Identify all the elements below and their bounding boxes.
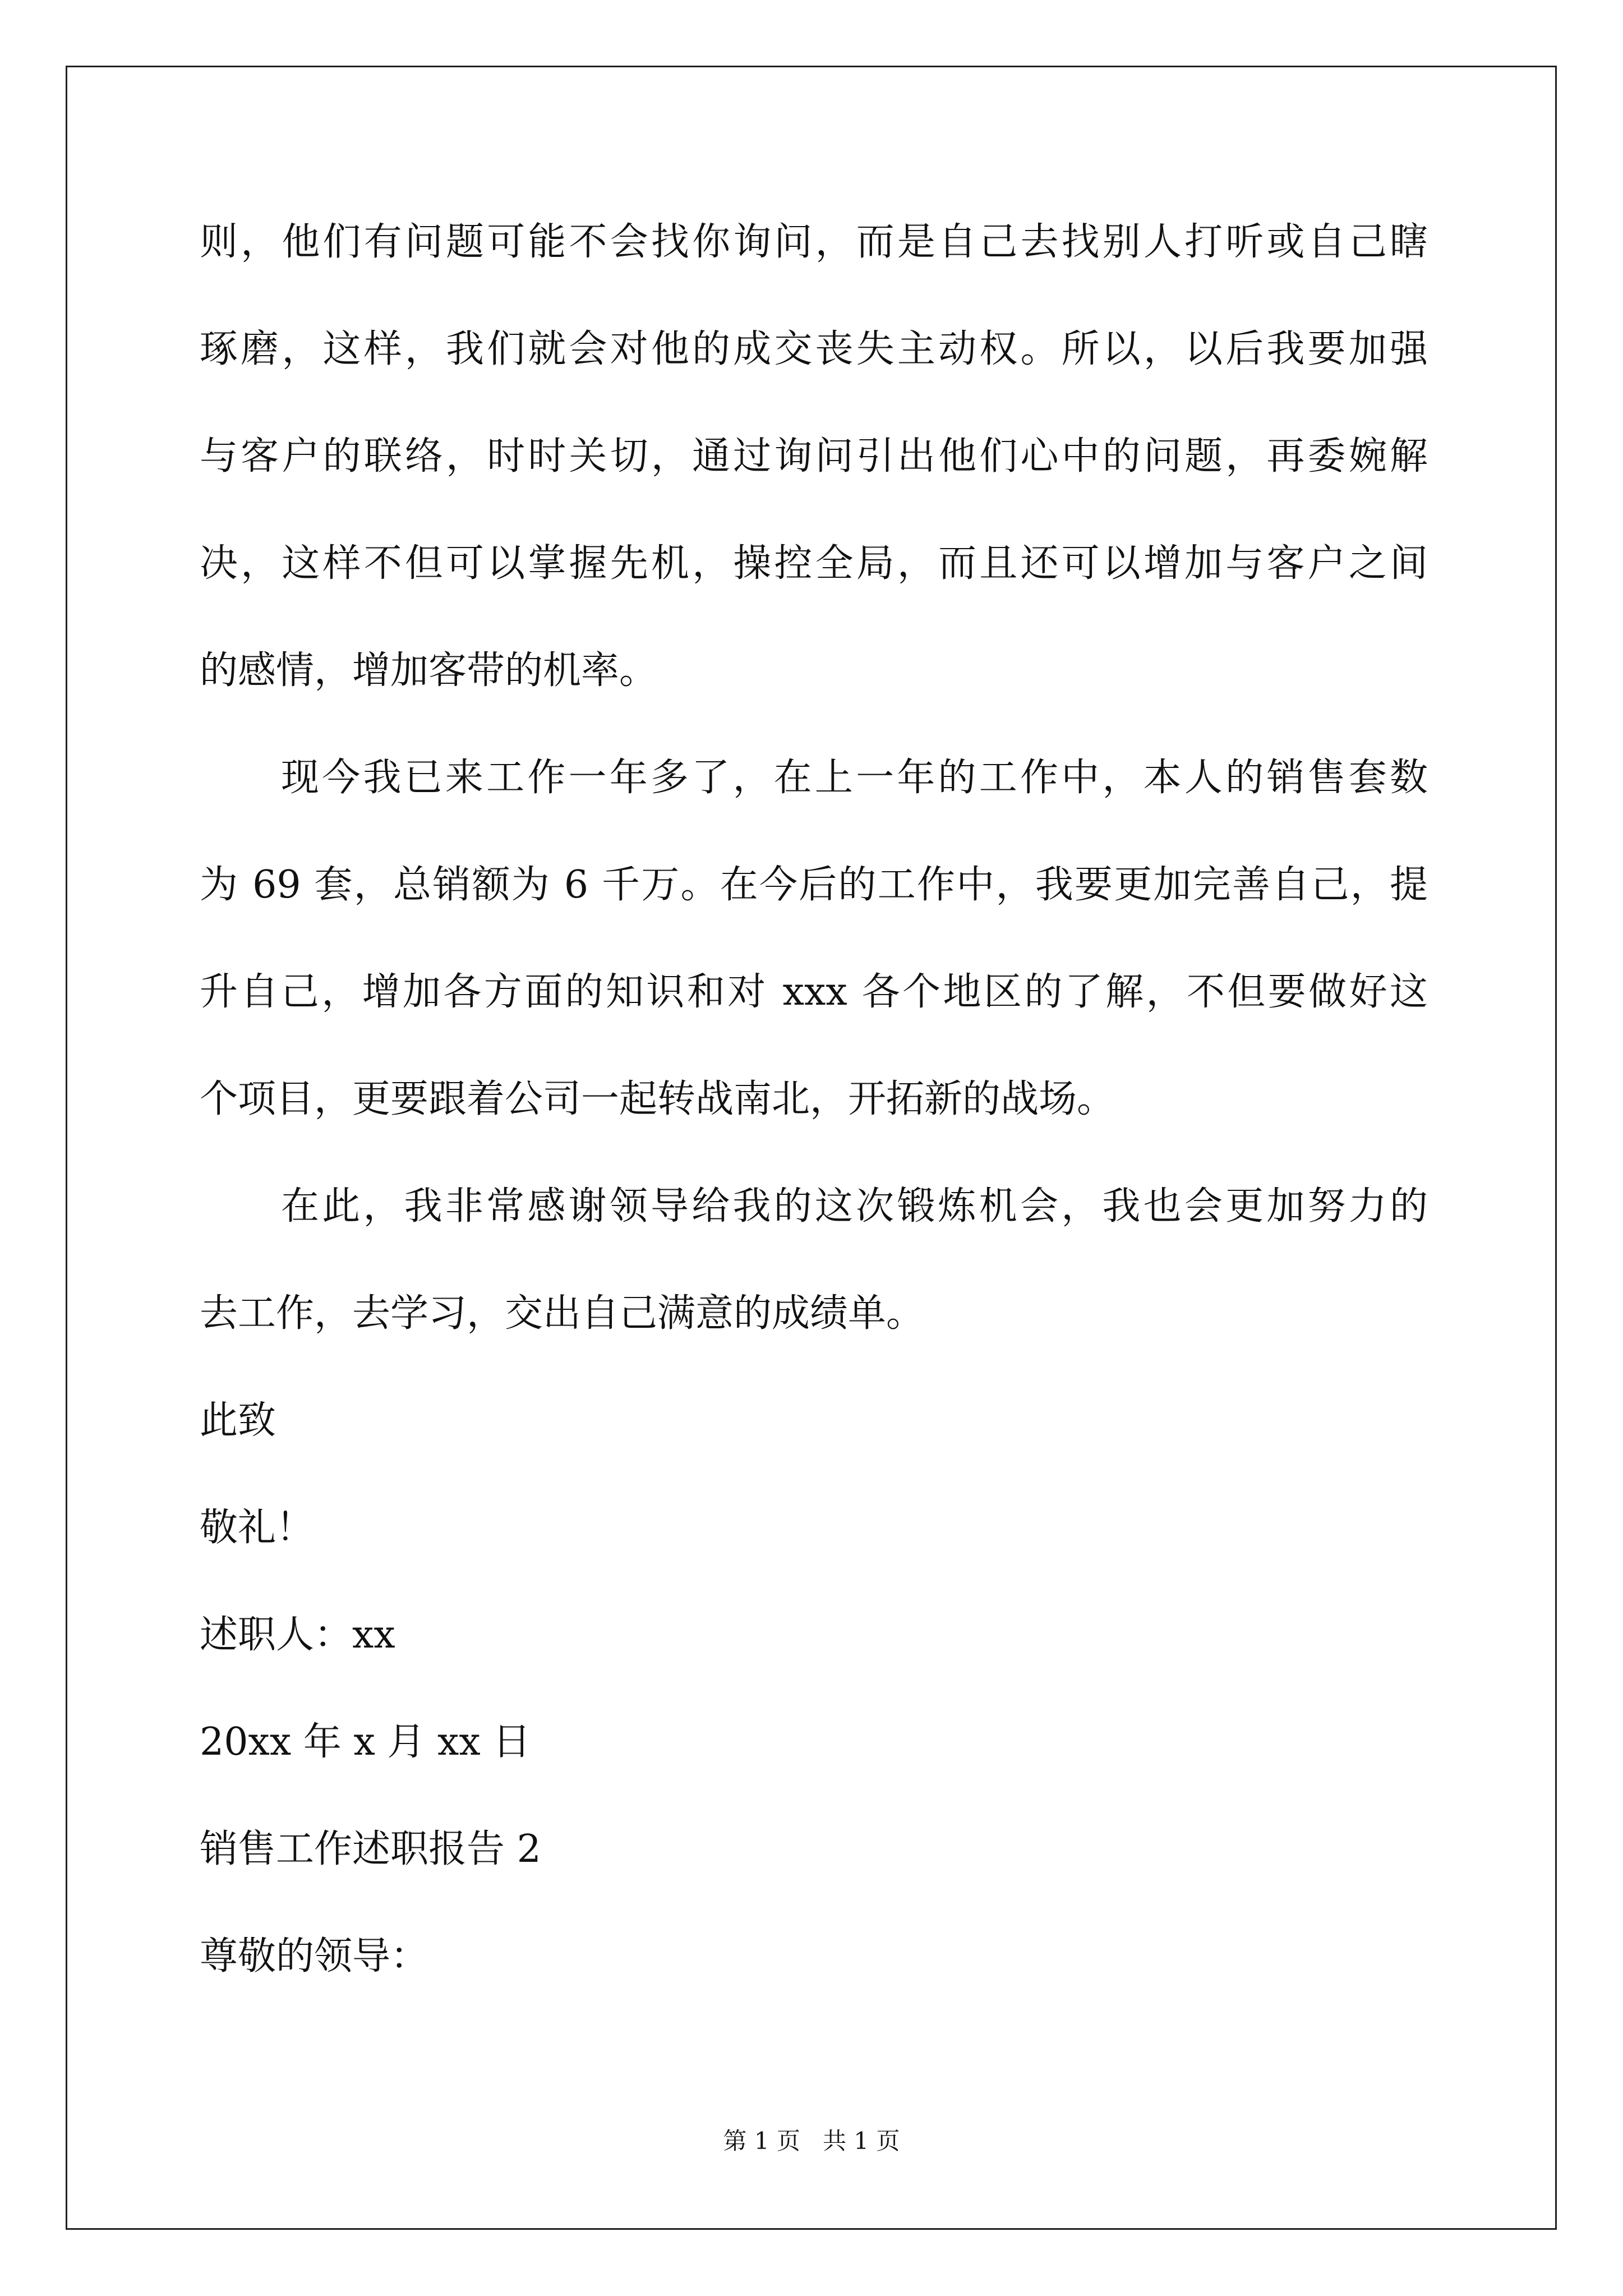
body-line-5: 的感情，增加客带的机率。	[200, 648, 658, 693]
closing-salutation: 此致	[200, 1398, 276, 1443]
signature-date: 20xx 年 x 月 xx 日	[200, 1720, 531, 1764]
body-line-9: 个项目，更要跟着公司一起转战南北，开拓新的战场。	[200, 1077, 1115, 1121]
body-line-10: 在此，我非常感谢领导给我的这次锻炼机会，我也会更加努力的	[281, 1184, 1428, 1228]
document-body	[200, 220, 1428, 2045]
body-line-2: 琢磨，这样，我们就会对他的成交丧失主动权。所以，以后我要加强	[200, 327, 1428, 371]
section-title: 销售工作述职报告 2	[200, 1827, 541, 1871]
greeting: 尊敬的领导：	[200, 1934, 429, 1978]
body-line-8: 升自己，增加各方面的知识和对 xxx 各个地区的了解，不但要做好这	[200, 970, 1428, 1014]
body-line-7: 为 69 套，总销额为 6 千万。在今后的工作中，我要更加完善自己，提	[200, 863, 1428, 907]
body-line-1: 则，他们有问题可能不会找你询问，而是自己去找别人打听或自己瞎	[200, 220, 1428, 264]
page-footer: 第 1 页 共 1 页	[723, 2127, 900, 2155]
closing-regards: 敬礼！	[200, 1506, 315, 1550]
body-line-6: 现今我已来工作一年多了，在上一年的工作中，本人的销售套数	[281, 756, 1428, 800]
body-line-11: 去工作，去学习，交出自己满意的成绩单。	[200, 1291, 925, 1336]
signature-reporter: 述职人：xx	[200, 1613, 395, 1657]
body-line-4: 决，这样不但可以掌握先机，操控全局，而且还可以增加与客户之间	[200, 541, 1428, 586]
body-line-3: 与客户的联络，时时关切，通过询问引出他们心中的问题，再委婉解	[200, 434, 1428, 478]
